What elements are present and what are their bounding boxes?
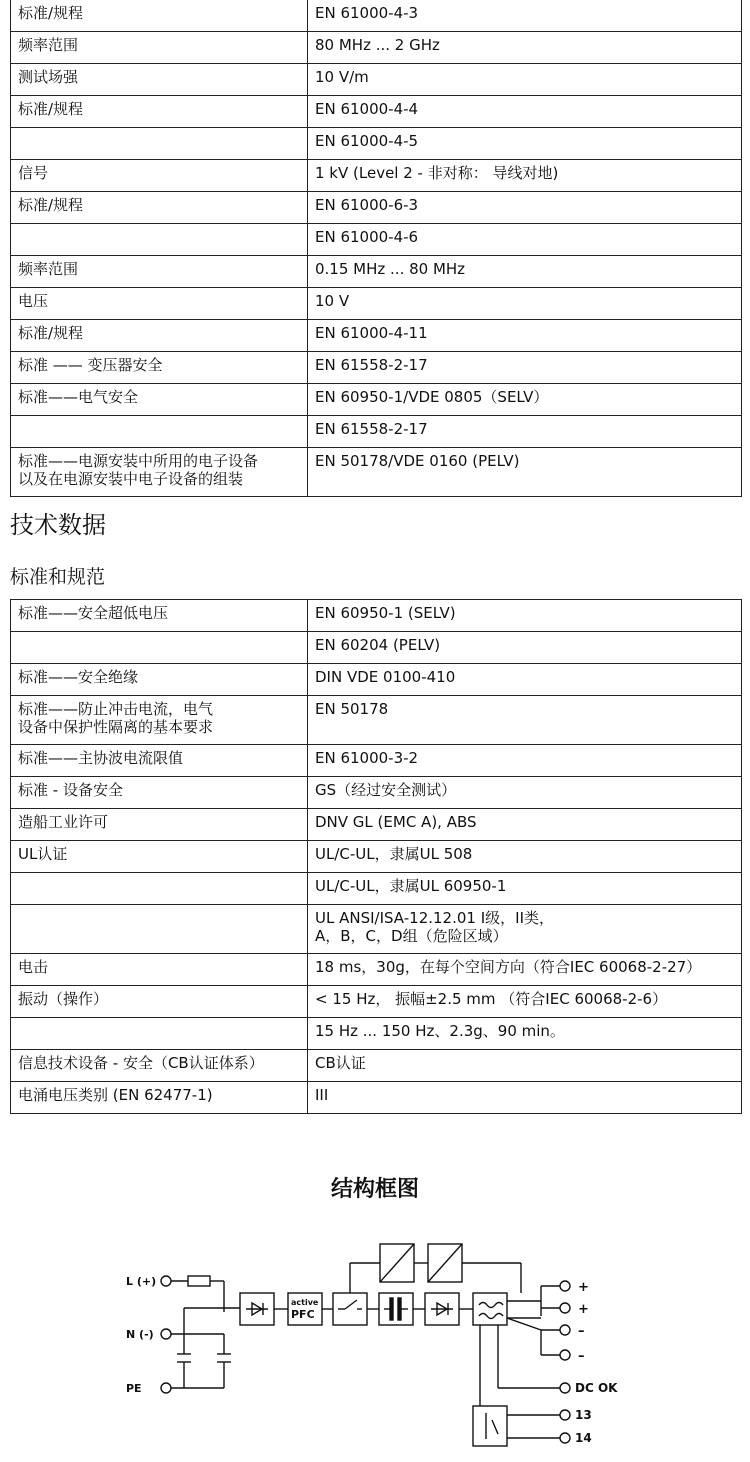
out-minus-label-2: –	[578, 1349, 585, 1364]
spec-value-cell: EN 60204 (PELV)	[308, 632, 742, 664]
spec-value-cell: EN 50178/VDE 0160 (PELV)	[308, 448, 742, 497]
relay-13-label: 13	[575, 1408, 592, 1422]
spec-value-cell: EN 60950-1 (SELV)	[308, 600, 742, 632]
terminal-out-minus-1	[560, 1325, 570, 1335]
spec-value-cell: III	[308, 1082, 742, 1114]
relay-block	[473, 1406, 507, 1446]
table-row	[11, 96, 742, 128]
spec-value-cell: EN 61558-2-17	[308, 416, 742, 448]
terminal-relay-14	[560, 1433, 570, 1443]
relay-14-label: 14	[575, 1431, 592, 1445]
table-row	[11, 600, 742, 632]
terminal-out-minus-2	[560, 1350, 570, 1360]
spec-label-cell: 电击	[11, 954, 308, 986]
table-row	[11, 745, 742, 777]
spec-label-cell	[11, 632, 308, 664]
out-plus-label-1: +	[578, 1280, 589, 1295]
standards-table-emc	[10, 0, 742, 497]
spec-label-cell: 频率范围	[11, 32, 308, 64]
table-row	[11, 777, 742, 809]
spec-value-cell: EN 61000-3-2	[308, 745, 742, 777]
spec-value-cell: CB认证	[308, 1050, 742, 1082]
pe-label: PE	[126, 1382, 142, 1395]
spec-value-cell: EN 50178	[308, 696, 742, 745]
section-title: 技术数据	[10, 511, 106, 539]
table-row	[11, 841, 742, 873]
table-row	[11, 809, 742, 841]
spec-label-cell: 标准/规程	[11, 192, 308, 224]
spec-value-cell: UL/C-UL，隶属UL 60950-1	[308, 873, 742, 905]
fuse	[188, 1276, 210, 1286]
terminal-dc-ok	[560, 1383, 570, 1393]
spec-label-cell: 标准——电气安全	[11, 384, 308, 416]
spec-value-cell: 15 Hz ... 150 Hz、2.3g、90 min。	[308, 1018, 742, 1050]
block-diagram-title: 结构框图	[330, 1177, 419, 1202]
table-row	[11, 384, 742, 416]
table-row	[11, 256, 742, 288]
spec-label-cell: 标准/规程	[11, 96, 308, 128]
table-row	[11, 696, 742, 745]
table-row	[11, 320, 742, 352]
spec-value-cell: EN 61000-4-3	[308, 0, 742, 32]
spec-label-cell: 标准——安全超低电压	[11, 600, 308, 632]
standards-table-approvals	[10, 599, 742, 1114]
table-row	[11, 1018, 742, 1050]
spec-value-cell: 1 kV (Level 2 - 非对称： 导线对地)	[308, 160, 742, 192]
table-row	[11, 416, 742, 448]
filter-block	[473, 1293, 507, 1325]
pfc-active-label: active	[291, 1298, 319, 1307]
spec-value-cell: EN 61000-6-3	[308, 192, 742, 224]
spec-value-cell: EN 61000-4-11	[308, 320, 742, 352]
spec-value-cell: EN 61000-4-6	[308, 224, 742, 256]
spec-label-cell: 标准/规程	[11, 320, 308, 352]
table-row	[11, 664, 742, 696]
table-row	[11, 986, 742, 1018]
table-row	[11, 192, 742, 224]
spec-label-cell: 标准/规程	[11, 0, 308, 32]
spec-value-cell: < 15 Hz， 振幅±2.5 mm （符合IEC 60068-2-6）	[308, 986, 742, 1018]
block-diagram	[0, 1230, 750, 1462]
spec-value-cell: UL ANSI/ISA-12.12.01 I级，II类， A，B，C，D组（危险区域）	[308, 905, 742, 954]
table-row	[11, 160, 742, 192]
spec-label-cell	[11, 873, 308, 905]
spec-label-cell	[11, 905, 308, 954]
spec-label-cell: 电涌电压类别 (EN 62477-1)	[11, 1082, 308, 1114]
spec-value-cell: EN 61558-2-17	[308, 352, 742, 384]
spec-value-cell: 80 MHz ... 2 GHz	[308, 32, 742, 64]
spec-value-cell: 18 ms，30g，在每个空间方向（符合IEC 60068-2-27）	[308, 954, 742, 986]
terminal-n	[161, 1329, 171, 1339]
spec-label-cell: 信息技术设备 - 安全（CB认证体系）	[11, 1050, 308, 1082]
l-plus-label: L (+)	[126, 1275, 157, 1288]
spec-label-cell: 振动（操作）	[11, 986, 308, 1018]
spec-label-cell: 标准——防止冲击电流，电气 设备中保护性隔离的基本要求	[11, 696, 308, 745]
spec-label-cell: 标准——电源安装中所用的电子设备 以及在电源安装中电子设备的组装	[11, 448, 308, 497]
table-row	[11, 1082, 742, 1114]
spec-value-cell: EN 61000-4-4	[308, 96, 742, 128]
spec-label-cell: 标准——安全绝缘	[11, 664, 308, 696]
spec-value-cell: 10 V	[308, 288, 742, 320]
spec-value-cell: EN 60950-1/VDE 0805（SELV）	[308, 384, 742, 416]
table-row	[11, 1050, 742, 1082]
spec-value-cell: 0.15 MHz ... 80 MHz	[308, 256, 742, 288]
table-row	[11, 873, 742, 905]
out-plus-label-2: +	[578, 1302, 589, 1317]
table-row	[11, 224, 742, 256]
table-row	[11, 954, 742, 986]
spec-value-cell: DIN VDE 0100-410	[308, 664, 742, 696]
spec-label-cell: 电压	[11, 288, 308, 320]
spec-label-cell: 标准 —— 变压器安全	[11, 352, 308, 384]
table-row	[11, 0, 742, 32]
spec-value-cell: EN 61000-4-5	[308, 128, 742, 160]
terminal-l	[161, 1276, 171, 1286]
spec-label-cell: 信号	[11, 160, 308, 192]
table-row	[11, 288, 742, 320]
terminal-out-plus-1	[560, 1281, 570, 1291]
table-row	[11, 632, 742, 664]
spec-value-cell: GS（经过安全测试）	[308, 777, 742, 809]
spec-value-cell: 10 V/m	[308, 64, 742, 96]
table-row	[11, 32, 742, 64]
terminal-relay-13	[560, 1410, 570, 1420]
spec-value-cell: DNV GL (EMC A), ABS	[308, 809, 742, 841]
spec-label-cell: 标准 - 设备安全	[11, 777, 308, 809]
pfc-label: PFC	[291, 1308, 315, 1321]
table-row	[11, 128, 742, 160]
terminal-pe	[161, 1383, 171, 1393]
sub-title: 标准和规范	[10, 566, 106, 588]
terminal-out-plus-2	[560, 1303, 570, 1313]
n-minus-label: N (-)	[126, 1328, 154, 1341]
table-row	[11, 448, 742, 497]
table-row	[11, 905, 742, 954]
spec-label-cell	[11, 416, 308, 448]
spec-label-cell: 测试场强	[11, 64, 308, 96]
dc-ok-label: DC OK	[575, 1381, 618, 1395]
table-row	[11, 352, 742, 384]
spec-value-cell: UL/C-UL，隶属UL 508	[308, 841, 742, 873]
spec-label-cell: 频率范围	[11, 256, 308, 288]
table-row	[11, 64, 742, 96]
spec-label-cell	[11, 128, 308, 160]
spec-label-cell	[11, 1018, 308, 1050]
spec-label-cell: UL认证	[11, 841, 308, 873]
spec-label-cell: 造船工业许可	[11, 809, 308, 841]
out-minus-label-1: –	[578, 1324, 585, 1339]
spec-label-cell: 标准——主协波电流限值	[11, 745, 308, 777]
spec-label-cell	[11, 224, 308, 256]
